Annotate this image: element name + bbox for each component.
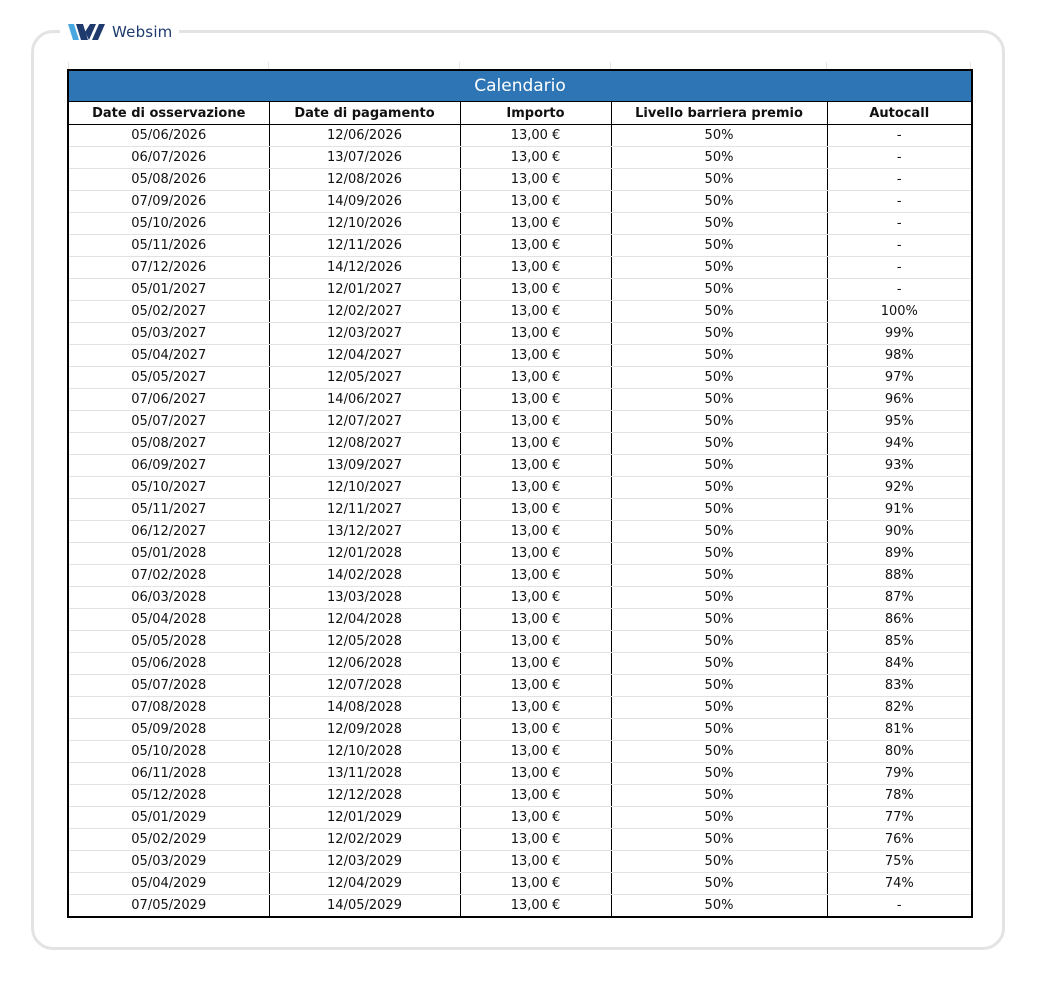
barrier-level-cell: 50% (611, 125, 827, 147)
observation-date-cell: 05/11/2027 (68, 499, 269, 521)
autocall-cell: 93% (827, 455, 972, 477)
payment-date-cell: 14/12/2026 (269, 257, 460, 279)
autocall-cell: - (827, 125, 972, 147)
autocall-cell: 81% (827, 719, 972, 741)
observation-date-cell: 07/09/2026 (68, 191, 269, 213)
table-body (68, 125, 972, 918)
observation-date-cell: 05/01/2029 (68, 807, 269, 829)
autocall-cell: 85% (827, 631, 972, 653)
barrier-level-cell: 50% (611, 829, 827, 851)
payment-date-cell: 13/11/2028 (269, 763, 460, 785)
payment-date-cell: 12/11/2027 (269, 499, 460, 521)
observation-date-cell: 05/08/2027 (68, 433, 269, 455)
payment-date-cell: 14/05/2029 (269, 895, 460, 918)
column-header: Autocall (827, 102, 972, 125)
barrier-level-cell: 50% (611, 279, 827, 301)
barrier-level-cell: 50% (611, 631, 827, 653)
observation-date-cell: 05/10/2027 (68, 477, 269, 499)
observation-date-cell: 05/05/2028 (68, 631, 269, 653)
payment-date-cell: 12/02/2029 (269, 829, 460, 851)
table-row (68, 455, 972, 477)
autocall-cell: 97% (827, 367, 972, 389)
amount-cell: 13,00 € (460, 587, 611, 609)
barrier-level-cell: 50% (611, 213, 827, 235)
barrier-level-cell: 50% (611, 147, 827, 169)
table-row (68, 389, 972, 411)
barrier-level-cell: 50% (611, 587, 827, 609)
table-row (68, 565, 972, 587)
payment-date-cell: 12/07/2027 (269, 411, 460, 433)
amount-cell: 13,00 € (460, 719, 611, 741)
table-row (68, 477, 972, 499)
barrier-level-cell: 50% (611, 521, 827, 543)
amount-cell: 13,00 € (460, 257, 611, 279)
table-row (68, 543, 972, 565)
barrier-level-cell: 50% (611, 565, 827, 587)
autocall-cell: - (827, 213, 972, 235)
table-header-row (68, 102, 972, 125)
table-row (68, 411, 972, 433)
autocall-cell: 74% (827, 873, 972, 895)
table-row (68, 851, 972, 873)
observation-date-cell: 05/02/2027 (68, 301, 269, 323)
table-title: Calendario (68, 70, 972, 102)
barrier-level-cell: 50% (611, 873, 827, 895)
table-row (68, 587, 972, 609)
amount-cell: 13,00 € (460, 851, 611, 873)
payment-date-cell: 13/07/2026 (269, 147, 460, 169)
observation-date-cell: 07/05/2029 (68, 895, 269, 918)
amount-cell: 13,00 € (460, 609, 611, 631)
payment-date-cell: 14/09/2026 (269, 191, 460, 213)
observation-date-cell: 07/06/2027 (68, 389, 269, 411)
barrier-level-cell: 50% (611, 697, 827, 719)
amount-cell: 13,00 € (460, 873, 611, 895)
table-row (68, 433, 972, 455)
payment-date-cell: 12/05/2027 (269, 367, 460, 389)
table-row (68, 873, 972, 895)
column-header: Date di osservazione (68, 102, 269, 125)
observation-date-cell: 05/04/2027 (68, 345, 269, 367)
observation-date-cell: 05/10/2026 (68, 213, 269, 235)
column-header: Importo (460, 102, 611, 125)
observation-date-cell: 07/08/2028 (68, 697, 269, 719)
amount-cell: 13,00 € (460, 829, 611, 851)
observation-date-cell: 06/03/2028 (68, 587, 269, 609)
amount-cell: 13,00 € (460, 807, 611, 829)
payment-date-cell: 13/09/2027 (269, 455, 460, 477)
barrier-level-cell: 50% (611, 345, 827, 367)
autocall-cell: 76% (827, 829, 972, 851)
barrier-level-cell: 50% (611, 719, 827, 741)
amount-cell: 13,00 € (460, 367, 611, 389)
barrier-level-cell: 50% (611, 741, 827, 763)
observation-date-cell: 05/04/2029 (68, 873, 269, 895)
observation-date-cell: 05/07/2028 (68, 675, 269, 697)
table-row (68, 125, 972, 147)
barrier-level-cell: 50% (611, 169, 827, 191)
barrier-level-cell: 50% (611, 433, 827, 455)
observation-date-cell: 05/06/2028 (68, 653, 269, 675)
payment-date-cell: 12/05/2028 (269, 631, 460, 653)
observation-date-cell: 06/09/2027 (68, 455, 269, 477)
table-row (68, 719, 972, 741)
autocall-cell: - (827, 191, 972, 213)
table-row (68, 763, 972, 785)
observation-date-cell: 05/08/2026 (68, 169, 269, 191)
barrier-level-cell: 50% (611, 895, 827, 918)
payment-date-cell: 12/10/2027 (269, 477, 460, 499)
table-row (68, 323, 972, 345)
payment-date-cell: 12/12/2028 (269, 785, 460, 807)
observation-date-cell: 05/09/2028 (68, 719, 269, 741)
amount-cell: 13,00 € (460, 653, 611, 675)
autocall-cell: 95% (827, 411, 972, 433)
autocall-cell: - (827, 235, 972, 257)
autocall-cell: 89% (827, 543, 972, 565)
table-row (68, 807, 972, 829)
barrier-level-cell: 50% (611, 763, 827, 785)
observation-date-cell: 05/07/2027 (68, 411, 269, 433)
payment-date-cell: 12/01/2029 (269, 807, 460, 829)
amount-cell: 13,00 € (460, 499, 611, 521)
autocall-cell: 88% (827, 565, 972, 587)
autocall-cell: 86% (827, 609, 972, 631)
autocall-cell: - (827, 257, 972, 279)
autocall-cell: - (827, 279, 972, 301)
autocall-cell: 75% (827, 851, 972, 873)
websim-logo-text: Websim (112, 23, 173, 41)
observation-date-cell: 06/12/2027 (68, 521, 269, 543)
table-row (68, 785, 972, 807)
autocall-cell: 84% (827, 653, 972, 675)
table-row (68, 279, 972, 301)
table-row (68, 609, 972, 631)
autocall-cell: 78% (827, 785, 972, 807)
amount-cell: 13,00 € (460, 191, 611, 213)
payment-date-cell: 12/03/2027 (269, 323, 460, 345)
table-row (68, 169, 972, 191)
observation-date-cell: 05/02/2029 (68, 829, 269, 851)
payment-date-cell: 12/04/2028 (269, 609, 460, 631)
autocall-cell: 90% (827, 521, 972, 543)
observation-date-cell: 05/03/2027 (68, 323, 269, 345)
payment-date-cell: 12/03/2029 (269, 851, 460, 873)
payment-date-cell: 14/06/2027 (269, 389, 460, 411)
autocall-cell: 80% (827, 741, 972, 763)
observation-date-cell: 05/12/2028 (68, 785, 269, 807)
amount-cell: 13,00 € (460, 543, 611, 565)
column-header: Date di pagamento (269, 102, 460, 125)
observation-date-cell: 06/11/2028 (68, 763, 269, 785)
barrier-level-cell: 50% (611, 257, 827, 279)
payment-date-cell: 12/11/2026 (269, 235, 460, 257)
payment-date-cell: 12/10/2026 (269, 213, 460, 235)
barrier-level-cell: 50% (611, 367, 827, 389)
autocall-cell: 99% (827, 323, 972, 345)
amount-cell: 13,00 € (460, 125, 611, 147)
table-row (68, 521, 972, 543)
barrier-level-cell: 50% (611, 785, 827, 807)
barrier-level-cell: 50% (611, 543, 827, 565)
autocall-cell: 96% (827, 389, 972, 411)
amount-cell: 13,00 € (460, 521, 611, 543)
barrier-level-cell: 50% (611, 301, 827, 323)
autocall-cell: 92% (827, 477, 972, 499)
autocall-cell: 100% (827, 301, 972, 323)
barrier-level-cell: 50% (611, 675, 827, 697)
observation-date-cell: 05/05/2027 (68, 367, 269, 389)
payment-date-cell: 12/01/2028 (269, 543, 460, 565)
observation-date-cell: 05/04/2028 (68, 609, 269, 631)
payment-date-cell: 13/03/2028 (269, 587, 460, 609)
amount-cell: 13,00 € (460, 389, 611, 411)
autocall-cell: 82% (827, 697, 972, 719)
barrier-level-cell: 50% (611, 807, 827, 829)
table-row (68, 675, 972, 697)
payment-date-cell: 12/07/2028 (269, 675, 460, 697)
amount-cell: 13,00 € (460, 279, 611, 301)
amount-cell: 13,00 € (460, 895, 611, 918)
barrier-level-cell: 50% (611, 411, 827, 433)
amount-cell: 13,00 € (460, 411, 611, 433)
payment-date-cell: 12/09/2028 (269, 719, 460, 741)
autocall-cell: - (827, 895, 972, 918)
barrier-level-cell: 50% (611, 609, 827, 631)
payment-date-cell: 12/08/2027 (269, 433, 460, 455)
amount-cell: 13,00 € (460, 213, 611, 235)
observation-date-cell: 05/01/2027 (68, 279, 269, 301)
barrier-level-cell: 50% (611, 653, 827, 675)
autocall-cell: 94% (827, 433, 972, 455)
table-row (68, 345, 972, 367)
table-row (68, 697, 972, 719)
table-row (68, 499, 972, 521)
amount-cell: 13,00 € (460, 697, 611, 719)
barrier-level-cell: 50% (611, 499, 827, 521)
autocall-cell: 77% (827, 807, 972, 829)
autocall-cell: 98% (827, 345, 972, 367)
autocall-cell: 79% (827, 763, 972, 785)
calendar-table (67, 69, 973, 918)
observation-date-cell: 07/02/2028 (68, 565, 269, 587)
payment-date-cell: 12/06/2028 (269, 653, 460, 675)
observation-date-cell: 06/07/2026 (68, 147, 269, 169)
table-row (68, 147, 972, 169)
observation-date-cell: 05/03/2029 (68, 851, 269, 873)
payment-date-cell: 13/12/2027 (269, 521, 460, 543)
table-row (68, 631, 972, 653)
amount-cell: 13,00 € (460, 323, 611, 345)
table-row (68, 653, 972, 675)
barrier-level-cell: 50% (611, 455, 827, 477)
barrier-level-cell: 50% (611, 851, 827, 873)
observation-date-cell: 05/01/2028 (68, 543, 269, 565)
amount-cell: 13,00 € (460, 631, 611, 653)
barrier-level-cell: 50% (611, 191, 827, 213)
barrier-level-cell: 50% (611, 323, 827, 345)
observation-date-cell: 05/11/2026 (68, 235, 269, 257)
payment-date-cell: 12/04/2029 (269, 873, 460, 895)
payment-date-cell: 12/04/2027 (269, 345, 460, 367)
amount-cell: 13,00 € (460, 785, 611, 807)
amount-cell: 13,00 € (460, 741, 611, 763)
amount-cell: 13,00 € (460, 455, 611, 477)
amount-cell: 13,00 € (460, 345, 611, 367)
observation-date-cell: 07/12/2026 (68, 257, 269, 279)
table-row (68, 741, 972, 763)
autocall-cell: 83% (827, 675, 972, 697)
barrier-level-cell: 50% (611, 389, 827, 411)
amount-cell: 13,00 € (460, 565, 611, 587)
websim-logo-icon (66, 20, 108, 44)
autocall-cell: - (827, 147, 972, 169)
websim-logo (60, 17, 179, 47)
payment-date-cell: 12/10/2028 (269, 741, 460, 763)
amount-cell: 13,00 € (460, 301, 611, 323)
calendar-table-wrap (67, 69, 971, 918)
autocall-cell: 91% (827, 499, 972, 521)
amount-cell: 13,00 € (460, 763, 611, 785)
amount-cell: 13,00 € (460, 169, 611, 191)
table-row (68, 235, 972, 257)
barrier-level-cell: 50% (611, 477, 827, 499)
table-row (68, 301, 972, 323)
column-header: Livello barriera premio (611, 102, 827, 125)
table-row (68, 829, 972, 851)
autocall-cell: 87% (827, 587, 972, 609)
barrier-level-cell: 50% (611, 235, 827, 257)
table-row (68, 257, 972, 279)
payment-date-cell: 12/08/2026 (269, 169, 460, 191)
payment-date-cell: 12/02/2027 (269, 301, 460, 323)
observation-date-cell: 05/06/2026 (68, 125, 269, 147)
table-row (68, 213, 972, 235)
payment-date-cell: 12/06/2026 (269, 125, 460, 147)
payment-date-cell: 12/01/2027 (269, 279, 460, 301)
table-row (68, 367, 972, 389)
amount-cell: 13,00 € (460, 147, 611, 169)
amount-cell: 13,00 € (460, 235, 611, 257)
table-row (68, 191, 972, 213)
autocall-cell: - (827, 169, 972, 191)
amount-cell: 13,00 € (460, 433, 611, 455)
amount-cell: 13,00 € (460, 477, 611, 499)
amount-cell: 13,00 € (460, 675, 611, 697)
payment-date-cell: 14/08/2028 (269, 697, 460, 719)
table-row (68, 895, 972, 918)
payment-date-cell: 14/02/2028 (269, 565, 460, 587)
observation-date-cell: 05/10/2028 (68, 741, 269, 763)
